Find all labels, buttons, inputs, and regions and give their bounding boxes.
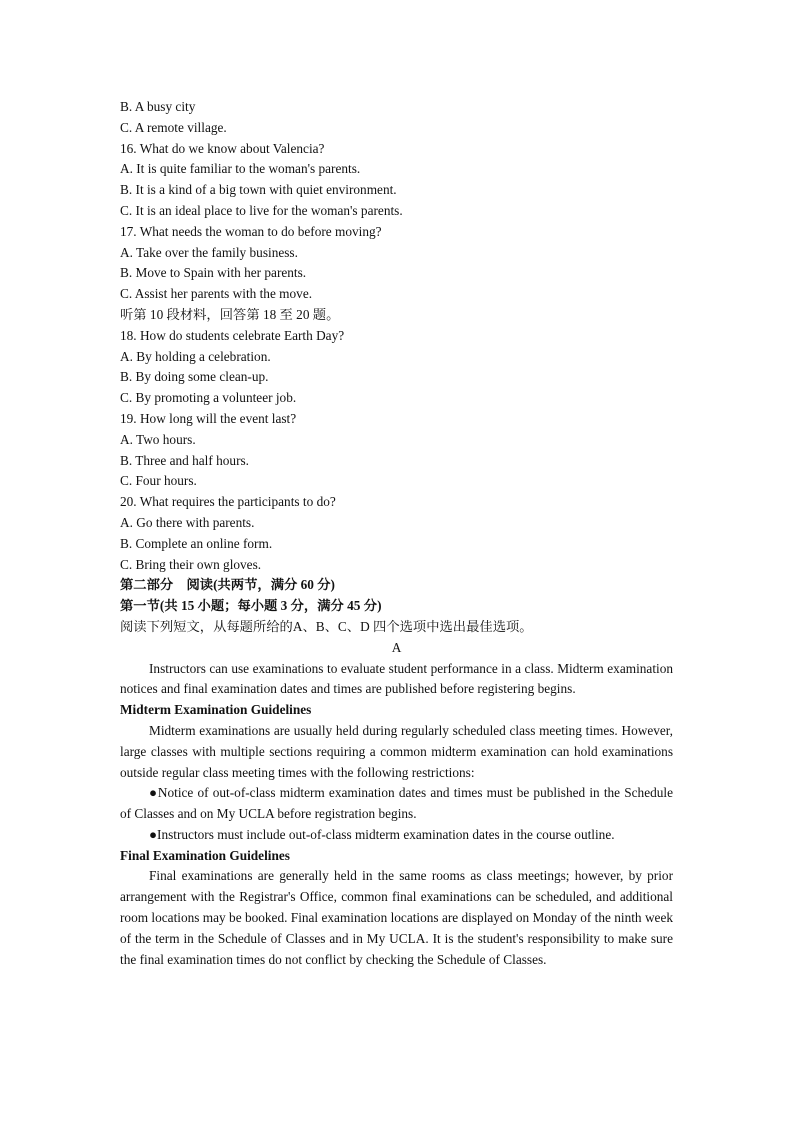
midterm-bullet-2: ●Instructors must include out-of-class midterm examination dates in the course outline. bbox=[149, 826, 615, 842]
q16-option-a: A. It is quite familiar to the woman's parents. bbox=[120, 161, 361, 177]
q17-option-c: C. Assist her parents with the move. bbox=[120, 286, 313, 302]
midterm-bullet-1: ●Notice of out-of-class midterm examination dates and times must be published in the Schedule of Classes and on My UCLA before registration begins. bbox=[120, 785, 673, 822]
q16-option-b: B. It is a kind of a big town with quiet environment. bbox=[120, 182, 397, 198]
q20-question: 20. What requires the participants to do? bbox=[120, 494, 336, 510]
q20-option-b: B. Complete an online form. bbox=[120, 535, 273, 551]
q15-option-b: B. A busy city bbox=[120, 99, 196, 114]
q17-option-b: B. Move to Spain with her parents. bbox=[120, 265, 307, 281]
q18-option-b: B. By doing some clean-up. bbox=[120, 369, 269, 385]
midterm-heading: Midterm Examination Guidelines bbox=[120, 702, 312, 718]
q20-option-c: C. Bring their own gloves. bbox=[120, 556, 262, 572]
final-paragraph: Final examinations are generally held in the same rooms as class meetings; however, by prior arrangement with the Registrar's Office, common final examinations can be scheduled, and additional room locations may be booked. Final examination locations are displayed on Monday of the ninth week of the term in the Schedule of Classes and in My UCLA. It is the student's responsibility to make sure the final examination times do not conflict by checking the Schedule of Classes. bbox=[120, 868, 673, 967]
passage-label: A bbox=[391, 639, 402, 655]
q16-question: 16. What do we know about Valencia? bbox=[120, 140, 325, 156]
final-heading: Final Examination Guidelines bbox=[120, 847, 290, 863]
q19-option-a: A. Two hours. bbox=[120, 431, 196, 447]
q19-option-c: C. Four hours. bbox=[120, 473, 197, 489]
reading-part-heading: 第二部分 阅读(共两节，满分 60 分) bbox=[120, 577, 335, 593]
reading-section-heading: 第一节(共 15 小题；每小题 3 分，满分 45 分) bbox=[120, 598, 382, 614]
listening-instruction: 听第 10 段材料，回答第 18 至 20 题。 bbox=[120, 306, 340, 322]
q18-option-c: C. By promoting a volunteer job. bbox=[120, 390, 297, 406]
q15-option-c: C. A remote village. bbox=[120, 119, 227, 135]
reading-instruction: 阅读下列短文，从每题所给的A、B、C、D 四个选项中选出最佳选项。 bbox=[120, 618, 533, 634]
document-body bbox=[120, 97, 680, 970]
q18-option-a: A. By holding a celebration. bbox=[120, 348, 271, 364]
q17-option-a: A. Take over the family business. bbox=[120, 244, 298, 260]
q17-question: 17. What needs the woman to do before moving? bbox=[120, 223, 382, 239]
midterm-paragraph: Midterm examinations are usually held during regularly scheduled class meeting times. However, large classes with multiple sections requiring a common midterm examination can hold examinations outside regular class meeting times with the following restrictions: bbox=[120, 722, 673, 780]
q20-option-a: A. Go there with parents. bbox=[120, 514, 255, 530]
q18-question: 18. How do students celebrate Earth Day? bbox=[120, 327, 345, 343]
passage-intro: Instructors can use examinations to evaluate student performance in a class. Midterm examination notices and final examination dates and times are published before registering begins. bbox=[120, 660, 673, 697]
q19-question: 19. How long will the event last? bbox=[120, 410, 297, 426]
q16-option-c: C. It is an ideal place to live for the woman's parents. bbox=[120, 202, 403, 218]
q19-option-b: B. Three and half hours. bbox=[120, 452, 249, 468]
